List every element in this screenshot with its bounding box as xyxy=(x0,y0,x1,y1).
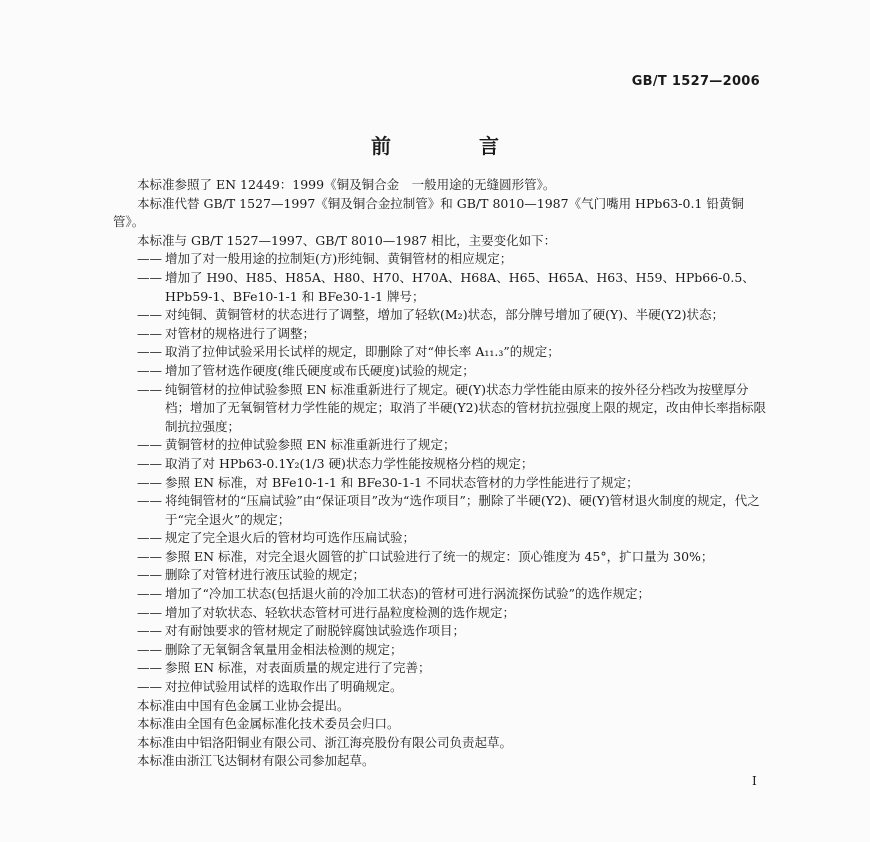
dash-marker: —— xyxy=(137,344,162,360)
paragraph-participants: 本标准由浙江飞达铜材有限公司参加起草。 xyxy=(137,753,375,769)
dash-marker: —— xyxy=(137,493,162,509)
dash-marker: —— xyxy=(137,604,162,620)
dash-marker: —— xyxy=(137,455,162,471)
list-item: —— 增加了管材选作硬度(维氏硬度或布氏硬度)试验的规定； xyxy=(113,362,773,381)
paragraph-centralized: 本标准由全国有色金属标准化技术委员会归口。 xyxy=(137,716,400,732)
list-item: —— 删除了对管材进行液压试验的规定； xyxy=(113,566,773,585)
dash-marker: —— xyxy=(137,623,162,639)
list-item: —— 增加了对软状态、轻软状态管材可进行晶粒度检测的选作规定； xyxy=(113,604,773,623)
list-item: —— 参照 EN 标准，对完全退火圆管的扩口试验进行了统一的规定：顶心锥度为 45°，扩口量为 30%； xyxy=(113,548,773,567)
list-item: —— 参照 EN 标准，对表面质量的规定进行了完善； xyxy=(113,659,773,678)
changes-list xyxy=(113,250,773,696)
dash-marker: —— xyxy=(137,251,162,267)
dash-marker: —— xyxy=(137,586,162,602)
dash-marker: —— xyxy=(137,437,162,453)
list-item: —— 增加了 H90、H85、H85A、H80、H70、H70A、H68A、H65、H65A、H63、H59、HPb66-0.5、HPb59-1、BFe10-1-1 和 BFe30-1-1 牌号； xyxy=(137,269,755,304)
dash-marker: —— xyxy=(137,269,162,285)
list-item: —— 增加了对一般用途的拉制矩(方)形纯铜、黄铜管材的相应规定； xyxy=(113,250,773,269)
paragraph-drafters: 本标准由中铝洛阳铜业有限公司、浙江海亮股份有限公司负责起草。 xyxy=(137,734,513,750)
list-item: —— 取消了对 HPb63-0.1Y₂(1/3 硬)状态力学性能按规格分档的规定； xyxy=(113,455,773,474)
dash-marker: —— xyxy=(137,362,162,378)
list-item: —— 删除了无氧铜含氧量用金相法检测的规定； xyxy=(113,641,773,660)
paragraph-proposer: 本标准由中国有色金属工业协会提出。 xyxy=(137,697,350,713)
dash-marker: —— xyxy=(137,530,162,546)
list-item: —— 黄铜管材的拉伸试验参照 EN 标准重新进行了规定； xyxy=(113,436,773,455)
paragraph-reference: 本标准参照了 EN 12449：1999《铜及铜合金 一般用途的无缝圆形管》。 xyxy=(137,177,556,192)
dash-marker: —— xyxy=(137,325,162,341)
list-item: —— 增加了“冷加工状态(包括退火前的冷加工状态)的管材可进行涡流探伤试验”的选作规定； xyxy=(113,585,773,604)
dash-marker: —— xyxy=(137,474,162,490)
standard-number: GB/T 1527—2006 xyxy=(631,74,760,89)
dash-marker: —— xyxy=(137,567,162,583)
list-item: —— 将纯铜管材的“压扁试验”由“保证项目”改为“选作项目”；删除了半硬(Y2)、硬(Y)管材退火制度的规定，代之于“完全退火”的规定； xyxy=(137,493,760,527)
page-number: I xyxy=(752,774,757,788)
paragraph-changes-intro: 本标准与 GB/T 1527—1997、GB/T 8010—1987 相比，主要变化如下： xyxy=(137,232,557,248)
dash-marker: —— xyxy=(137,381,162,397)
list-item: —— 规定了完全退火后的管材均可选作压扁试验； xyxy=(113,529,773,548)
dash-marker: —— xyxy=(137,660,162,676)
list-item: —— 参照 EN 标准，对 BFe10-1-1 和 BFe30-1-1 不同状态管材的力学性能进行了规定； xyxy=(113,474,773,493)
paragraph-supersedes: 本标准代替 GB/T 1527—1997《铜及铜合金拉制管》和 GB/T 8010—1987《气门嘴用 HPb63-0.1 铅黄铜管》。 xyxy=(113,195,744,230)
list-item: —— 纯铜管材的拉伸试验参照 EN 标准重新进行了规定。硬(Y)状态力学性能由原来的按外径分档改为按壁厚分档；增加了无氧铜管材力学性能的规定；取消了半硬(Y2)状态的管材抗拉强度上限的规定，改由伸长率指标限制抗拉强度； xyxy=(137,381,766,434)
list-item: —— 取消了拉伸试验采用长试样的规定，即删除了对“伸长率 A₁₁.₃”的规定； xyxy=(113,343,773,362)
list-item: —— 对拉伸试验用试样的选取作出了明确规定。 xyxy=(113,678,773,697)
list-item: —— 对有耐蚀要求的管材规定了耐脱锌腐蚀试验选作项目； xyxy=(113,622,773,641)
dash-marker: —— xyxy=(137,679,162,695)
page-title: 前 言 xyxy=(371,134,533,158)
list-item: —— 对管材的规格进行了调整； xyxy=(113,325,773,344)
dash-marker: —— xyxy=(137,307,162,323)
list-item: —— 对纯铜、黄铜管材的状态进行了调整，增加了轻软(M₂)状态，部分牌号增加了硬(Y)、半硬(Y2)状态； xyxy=(113,306,773,325)
dash-marker: —— xyxy=(137,641,162,657)
dash-marker: —— xyxy=(137,548,162,564)
document-body xyxy=(113,176,773,771)
